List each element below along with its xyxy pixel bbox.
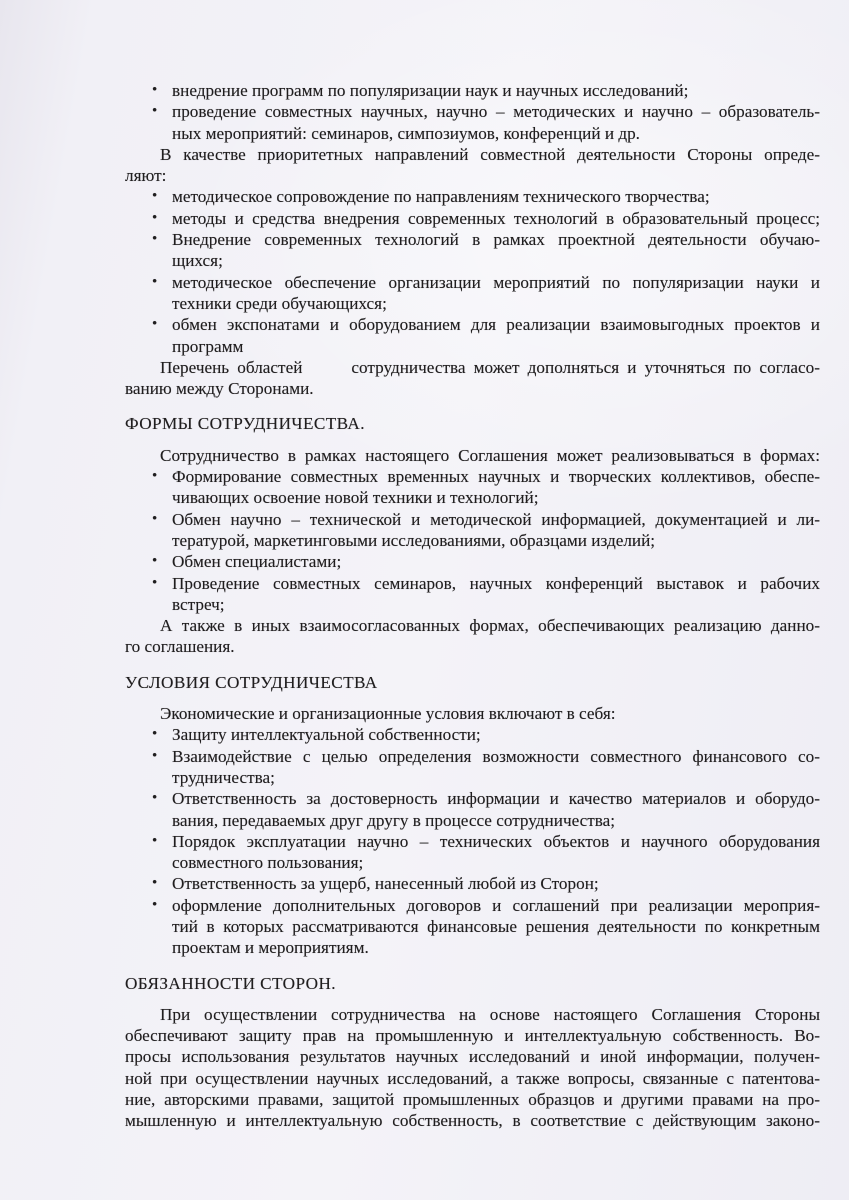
text-line: Ответственность за ущерб, нанесенный любой из Сторон; — [172, 874, 599, 894]
bullet-icon: • — [152, 747, 158, 764]
bullet-text — [172, 746, 820, 789]
document-content — [125, 80, 820, 1132]
bullet-text — [172, 101, 820, 144]
paragraph — [125, 144, 820, 187]
bullet-text — [172, 831, 820, 874]
text-line: ляют: — [125, 166, 167, 186]
bullet-icon: • — [152, 553, 158, 570]
paragraph — [125, 1004, 820, 1132]
bullet-text — [172, 873, 820, 894]
text-line: тий в которых рассматриваются финансовые решения деятельности по конкретным — [172, 916, 820, 936]
bullet-item — [125, 208, 820, 229]
bullet-item — [125, 831, 820, 874]
bullet-text — [172, 895, 820, 959]
text-line: Экономические и организационные условия включают в себя: — [160, 704, 616, 724]
bullet-icon: • — [152, 832, 158, 849]
text-line: Обмен научно – технической и методической информацией, документацией и ли- — [172, 509, 820, 529]
text-line: обмен экспонатами и оборудованием для реализации взаимовыгодных проектов и — [172, 315, 820, 335]
bullet-icon: • — [152, 875, 158, 892]
section-heading: УСЛОВИЯ СОТРУДНИЧЕСТВА — [125, 672, 378, 692]
paragraph — [125, 445, 820, 466]
bullet-text — [172, 509, 820, 552]
bullet-text — [172, 80, 820, 101]
bullet-text — [172, 272, 820, 315]
bullet-icon: • — [152, 188, 158, 205]
section-heading: ОБЯЗАННОСТИ СТОРОН. — [125, 973, 336, 993]
text-line: оформление дополнительных договоров и соглашений при реализации мероприя- — [172, 895, 820, 915]
bullet-icon: • — [152, 273, 158, 290]
text-line: А также в иных взаимосогласованных формах, обеспечивающих реализацию данно- — [160, 616, 820, 636]
bullet-item — [125, 80, 820, 101]
text-line: Внедрение современных технологий в рамках проектной деятельности обучаю- — [172, 230, 820, 250]
bullet-item — [125, 895, 820, 959]
text-line: Перечень областей сотрудничества может дополняться и уточняться по согласо- — [160, 357, 820, 377]
bullet-icon: • — [152, 574, 158, 591]
bullet-text — [172, 466, 820, 509]
text-line: мышленную и интеллектуальную собственность, в соответствие с действующим законо- — [125, 1111, 820, 1131]
text-line: совместного пользования; — [172, 853, 364, 873]
text-line: ванию между Сторонами. — [125, 379, 314, 399]
text-line: проведение совместных научных, научно – методических и научно – образователь- — [172, 102, 820, 122]
text-line: При осуществлении сотрудничества на основе настоящего Соглашения Стороны — [160, 1004, 820, 1024]
text-line: Обмен специалистами; — [172, 552, 342, 572]
text-line: методы и средства внедрения современных технологий в образовательный процесс; — [172, 208, 820, 228]
bullet-item — [125, 272, 820, 315]
bullet-item — [125, 509, 820, 552]
paragraph — [125, 703, 820, 724]
text-line: Взаимодействие с целью определения возможности совместного финансового со- — [172, 746, 820, 766]
bullet-text — [172, 186, 820, 207]
bullet-item — [125, 101, 820, 144]
paragraph — [125, 615, 820, 658]
bullet-icon: • — [152, 209, 158, 226]
bullet-item — [125, 229, 820, 272]
bullet-text — [172, 229, 820, 272]
bullet-icon: • — [152, 510, 158, 527]
bullet-text — [172, 314, 820, 357]
bullet-icon: • — [152, 316, 158, 333]
text-line: Порядок эксплуатации научно – технических объектов и научного оборудования — [172, 831, 820, 851]
bullet-item — [125, 186, 820, 207]
bullet-item — [125, 724, 820, 745]
text-line: ние, авторскими правами, защитой промышленных образцов и другими правами на про- — [125, 1090, 820, 1110]
bullet-item — [125, 746, 820, 789]
text-line: внедрение программ по популяризации наук и научных исследований; — [172, 81, 689, 100]
bullet-item — [125, 788, 820, 831]
text-line: Проведение совместных семинаров, научных конференций выставок и рабочих — [172, 573, 820, 593]
bullet-item — [125, 551, 820, 572]
text-line: встреч; — [172, 594, 225, 614]
bullet-icon: • — [152, 468, 158, 485]
bullet-item — [125, 314, 820, 357]
text-line: ных мероприятий: семинаров, симпозиумов, конференций и др. — [172, 123, 640, 143]
paragraph — [125, 357, 820, 400]
text-line: В качестве приоритетных направлений совместной деятельности Стороны опреде- — [160, 144, 820, 164]
bullet-text — [172, 573, 820, 616]
bullet-text — [172, 724, 820, 745]
bullet-text — [172, 551, 820, 572]
bullet-item — [125, 873, 820, 894]
section-heading: ФОРМЫ СОТРУДНИЧЕСТВА. — [125, 414, 365, 434]
bullet-text — [172, 788, 820, 831]
text-line: Защиту интеллектуальной собственности; — [172, 725, 481, 745]
bullet-text — [172, 208, 820, 229]
text-line: методическое обеспечение организации мероприятий по популяризации науки и — [172, 272, 820, 292]
bullet-icon: • — [152, 726, 158, 743]
text-line: программ — [172, 336, 244, 356]
bullet-icon: • — [152, 231, 158, 248]
text-line: трудничества; — [172, 767, 275, 787]
text-line: ной при осуществлении научных исследований, а также вопросы, связанные с патентова- — [125, 1068, 820, 1088]
text-line: го соглашения. — [125, 637, 235, 657]
text-line: просы использования результатов научных исследований и иной информации, получен- — [125, 1047, 820, 1067]
text-line: обеспечивают защиту прав на промышленную и интеллектуальную собственность. Во- — [125, 1026, 820, 1046]
bullet-icon: • — [152, 896, 158, 913]
bullet-icon: • — [152, 82, 158, 98]
text-line: проектам и мероприятиям. — [172, 938, 369, 958]
text-line: техники среди обучающихся; — [172, 293, 387, 313]
text-line: Сотрудничество в рамках настоящего Соглашения может реализовываться в формах: — [160, 445, 820, 465]
text-line: чивающих освоение новой техники и технологий; — [172, 488, 539, 508]
text-line: вания, передаваемых друг другу в процессе сотрудничества; — [172, 810, 616, 830]
text-line: щихся; — [172, 251, 223, 271]
text-line: Ответственность за достоверность информации и качество материалов и оборудо- — [172, 789, 820, 809]
text-line: тературой, маркетинговыми исследованиями, образцами изделий; — [172, 530, 656, 550]
bullet-icon: • — [152, 790, 158, 807]
bullet-icon: • — [152, 103, 158, 120]
text-line: методическое сопровождение по направлениям технического творчества; — [172, 187, 710, 207]
bullet-item — [125, 573, 820, 616]
text-line: Формирование совместных временных научных и творческих коллективов, обеспе- — [172, 467, 820, 487]
bullet-item — [125, 466, 820, 509]
